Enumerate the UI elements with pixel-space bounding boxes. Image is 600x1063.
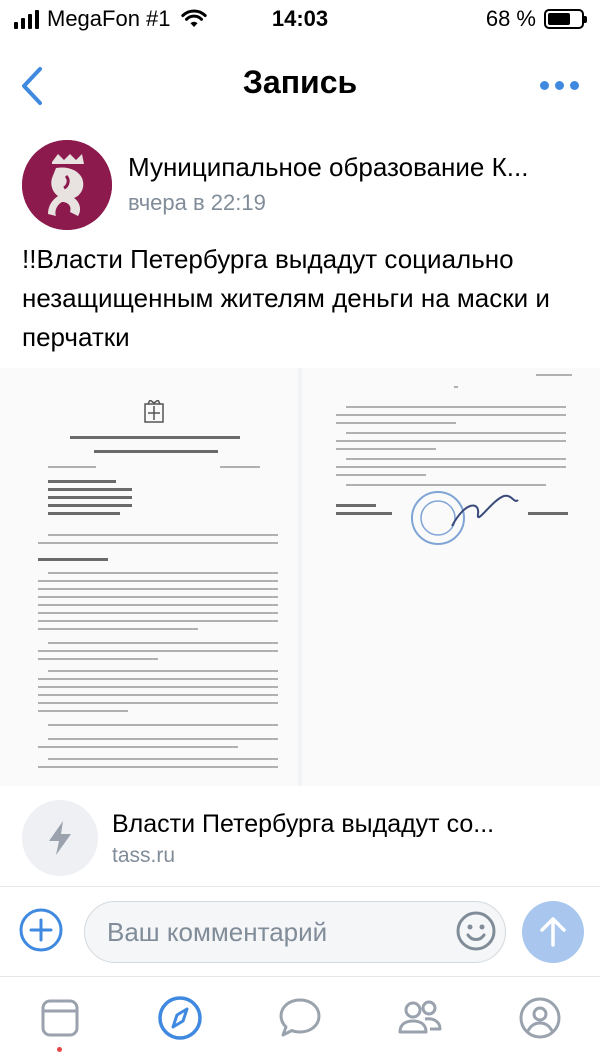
- arrow-up-icon: [538, 916, 568, 948]
- link-domain: tass.ru: [112, 844, 176, 867]
- stamp-signature-icon: [408, 486, 528, 550]
- battery-percent: 68 %: [485, 6, 536, 31]
- battery-fill: [548, 13, 570, 25]
- battery-icon: [544, 9, 584, 29]
- attach-button[interactable]: [18, 907, 64, 953]
- status-bar: [0, 0, 600, 40]
- link-title: Власти Петербурга выдадут со...: [112, 810, 495, 838]
- notification-dot: [57, 1047, 62, 1052]
- emoji-button[interactable]: [454, 909, 498, 953]
- more-dot: [570, 81, 579, 90]
- author-name[interactable]: Муниципальное образование К...: [128, 152, 529, 182]
- more-dots-icon: [540, 81, 549, 90]
- link-icon: [22, 800, 98, 876]
- smile-icon: [454, 909, 498, 953]
- carrier-name: MegaFon #1: [47, 6, 171, 31]
- link-card[interactable]: [0, 792, 600, 884]
- photo-attachment[interactable]: [0, 368, 600, 786]
- compass-icon: [156, 994, 204, 1042]
- message-bubble-icon: [277, 996, 323, 1040]
- avatar[interactable]: [22, 140, 112, 230]
- more-button[interactable]: [534, 70, 584, 100]
- document-page-2: [302, 368, 600, 786]
- tab-messages[interactable]: [270, 993, 330, 1043]
- comment-bar: [0, 886, 600, 976]
- comment-input[interactable]: [84, 901, 506, 963]
- tab-profile[interactable]: [510, 993, 570, 1043]
- tab-discover[interactable]: [150, 993, 210, 1043]
- coat-of-arms-icon: [22, 140, 112, 230]
- tab-friends[interactable]: [390, 993, 450, 1043]
- nav-bar: [0, 46, 600, 126]
- tab-bar: [0, 976, 600, 1063]
- more-dot: [555, 81, 564, 90]
- page-title: Запись: [242, 64, 358, 100]
- status-right: [486, 6, 584, 32]
- post-text: !!Власти Петербурга выдадут социально незащищенным жителям деньги на маски и перчатки: [22, 244, 550, 352]
- document-page-1: [0, 368, 298, 786]
- lightning-icon: [46, 820, 74, 856]
- emblem-icon: [142, 400, 166, 426]
- newsfeed-icon: [38, 996, 82, 1040]
- plus-circle-icon: [18, 907, 64, 953]
- post-time: вчера в 22:19: [128, 190, 266, 215]
- profile-icon: [517, 995, 563, 1041]
- tab-news[interactable]: [30, 993, 90, 1043]
- send-button[interactable]: [522, 901, 584, 963]
- friends-icon: [395, 996, 445, 1040]
- post-header: [0, 132, 600, 232]
- status-time: 14:03: [271, 6, 329, 31]
